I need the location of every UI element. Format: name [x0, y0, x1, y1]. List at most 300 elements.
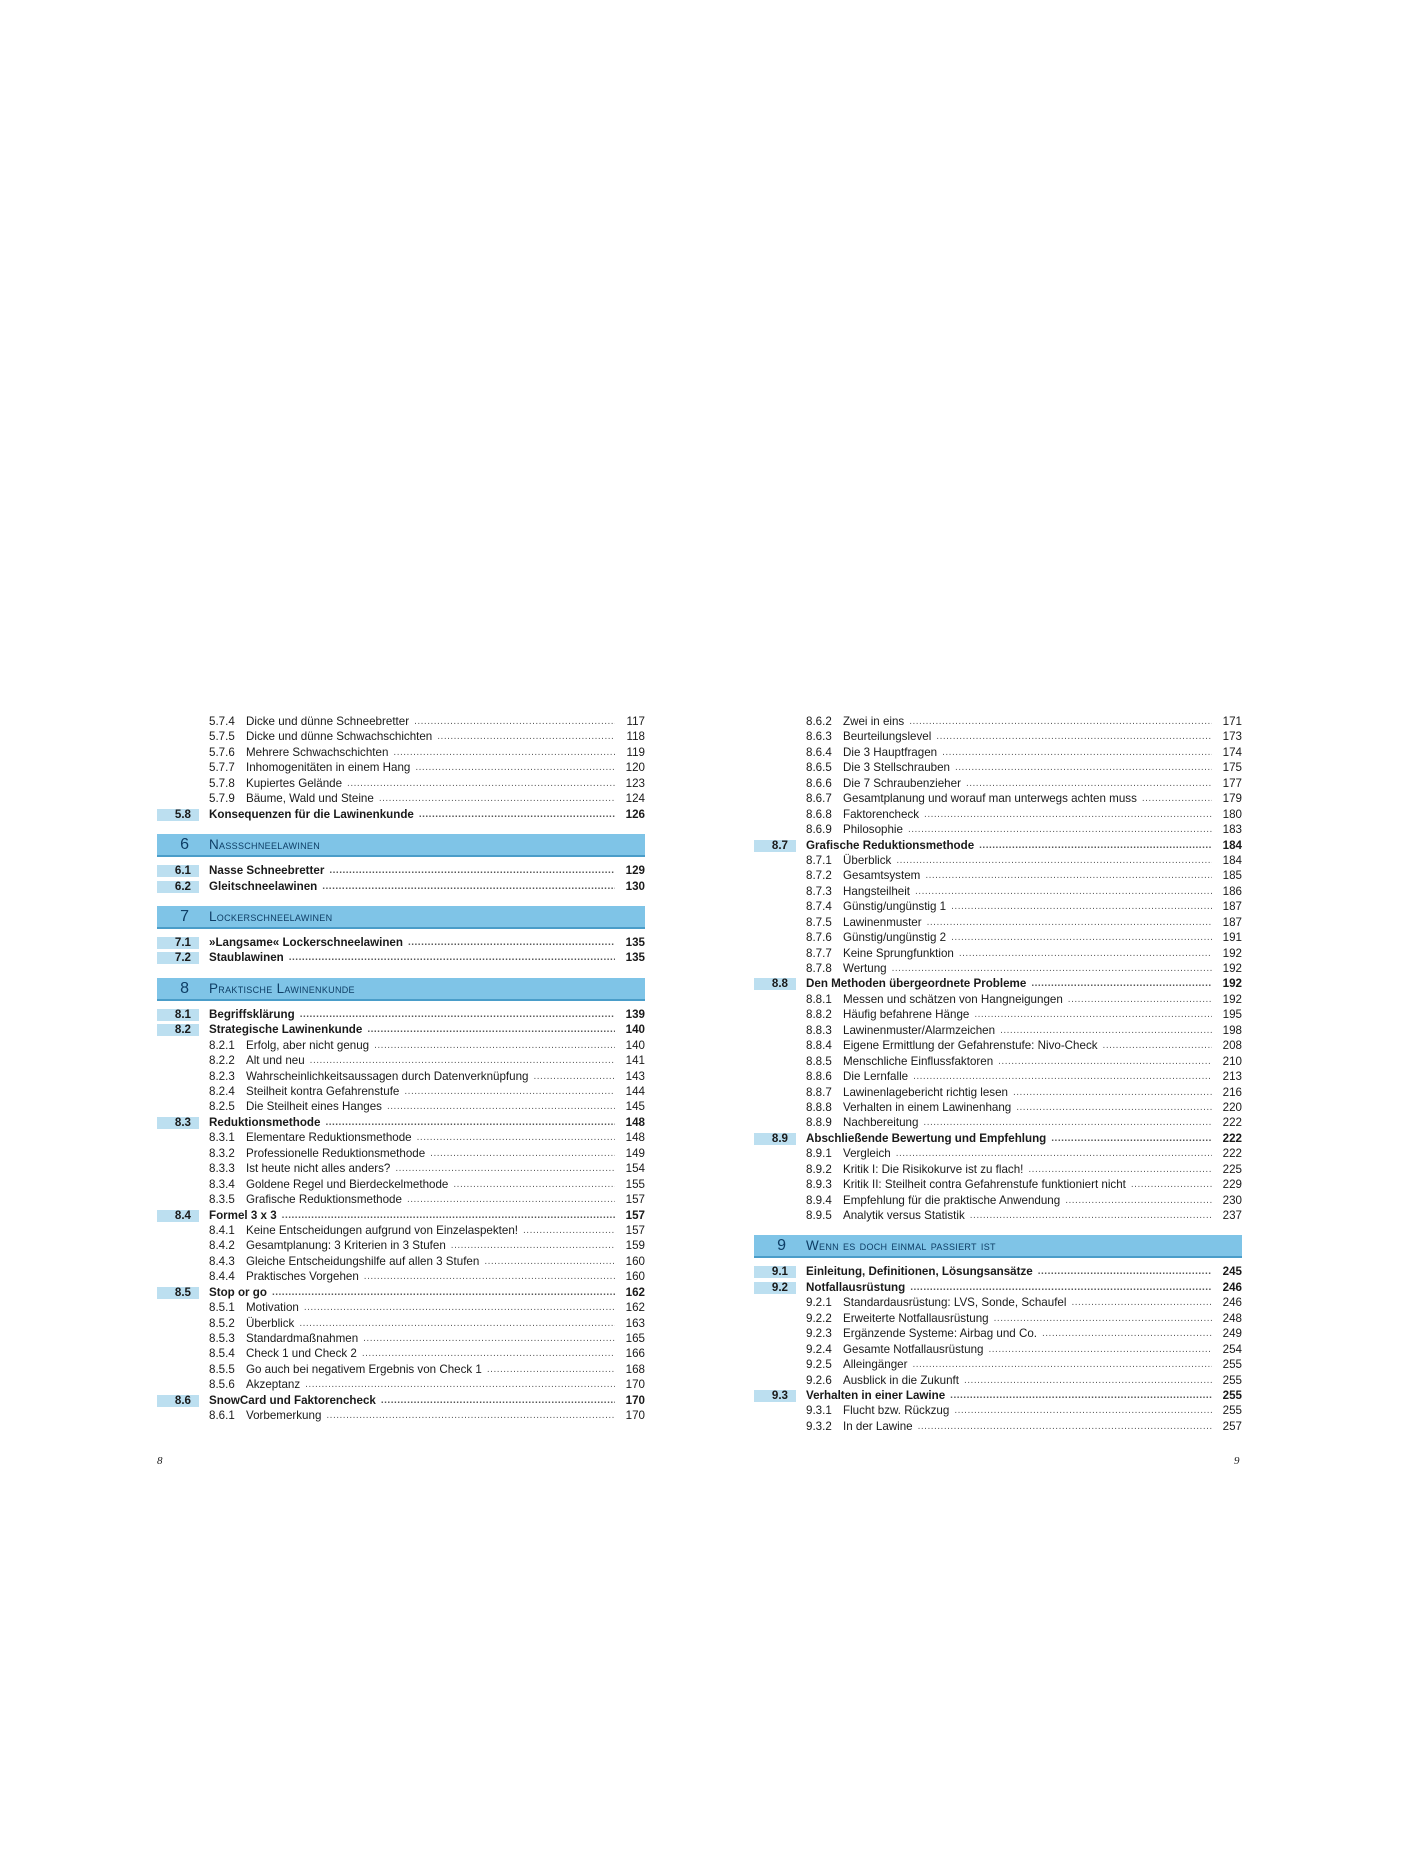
- entry-page-number: 175: [1222, 761, 1242, 775]
- entry-number: 8.3: [157, 1117, 199, 1129]
- entry-title-line: [246, 1084, 615, 1099]
- entry-title-line: [209, 879, 615, 894]
- entry-number: 8.7.8: [806, 962, 832, 975]
- dot-leader: [408, 935, 615, 950]
- entry-number: 8.7.7: [806, 946, 832, 960]
- entry-page-number: 124: [625, 792, 645, 806]
- entry-number: 8.9.2: [806, 1162, 832, 1176]
- entry-title: Gesamte Notfallausrüstung: [843, 1342, 984, 1356]
- entry-number: 8.8.4: [806, 1039, 832, 1053]
- dot-leader: [1000, 1023, 1212, 1038]
- toc-section-entry[interactable]: [754, 1280, 1242, 1295]
- entry-page-number: 170: [625, 1378, 645, 1392]
- toc-subsection-entry[interactable]: [157, 1146, 645, 1161]
- chapter-number: 6: [180, 836, 189, 854]
- toc-section-entry[interactable]: [754, 838, 1242, 853]
- entry-page-number: 192: [1222, 946, 1242, 960]
- entry-number: 8.4.3: [209, 1254, 235, 1268]
- entry-number: 8.6.6: [806, 776, 832, 790]
- entry-page-number: 160: [625, 1270, 645, 1284]
- entry-title-line: [843, 1357, 1212, 1372]
- entry-page-number: 162: [625, 1301, 645, 1315]
- entry-number: 8.4.2: [209, 1239, 235, 1253]
- toc-section-entry[interactable]: [754, 1264, 1242, 1279]
- entry-page-number: 119: [626, 745, 645, 759]
- entry-title: Menschliche Einflussfaktoren: [843, 1054, 994, 1068]
- entry-title: Nachbereitung: [843, 1116, 919, 1130]
- toc-subsection-entry[interactable]: [754, 1295, 1242, 1310]
- toc-subsection-entry[interactable]: [754, 745, 1242, 760]
- toc-subsection-entry[interactable]: [754, 915, 1242, 930]
- toc-subsection-entry[interactable]: [754, 1419, 1242, 1434]
- toc-subsection-entry[interactable]: [754, 1038, 1242, 1053]
- entry-title-line: [843, 1177, 1212, 1192]
- entry-page-number: 157: [625, 1208, 645, 1222]
- toc-subsection-entry[interactable]: [754, 1357, 1242, 1372]
- entry-title-line: [209, 807, 615, 822]
- entry-page-number: 192: [1222, 977, 1242, 991]
- entry-number: 8.7.3: [806, 884, 832, 898]
- toc-subsection-entry[interactable]: [157, 1084, 645, 1099]
- entry-title-line: [843, 807, 1212, 822]
- entry-title-line: [843, 961, 1212, 976]
- dot-leader: [310, 1053, 615, 1068]
- entry-page-number: 120: [625, 761, 645, 775]
- entry-number: 8.2.4: [209, 1085, 235, 1098]
- entry-page-number: 254: [1222, 1342, 1242, 1356]
- dot-leader: [912, 1357, 1212, 1372]
- entry-title: Wahrscheinlichkeitsaussagen durch Datenverknüpfung: [246, 1069, 529, 1083]
- entry-title-line: [246, 1223, 615, 1238]
- entry-page-number: 222: [1222, 1147, 1242, 1161]
- entry-number: 9.2.4: [806, 1342, 832, 1356]
- entry-title: Empfehlung für die praktische Anwendung: [843, 1193, 1061, 1207]
- entry-title: Gleiche Entscheidungshilfe auf allen 3 Stufen: [246, 1254, 480, 1268]
- entry-title-line: [843, 1403, 1212, 1418]
- toc-subsection-entry[interactable]: [157, 1053, 645, 1068]
- entry-number: 6.2: [157, 881, 199, 893]
- chapter-number: 9: [777, 1237, 786, 1255]
- entry-number: 8.6.8: [806, 807, 832, 821]
- entry-number: 8.2.2: [209, 1054, 235, 1068]
- toc-subsection-entry[interactable]: [157, 714, 645, 729]
- entry-page-number: 140: [625, 1023, 645, 1037]
- dot-leader: [1031, 976, 1212, 991]
- toc-section-entry[interactable]: [157, 950, 645, 965]
- toc-subsection-entry[interactable]: [754, 822, 1242, 837]
- toc-subsection-entry[interactable]: [754, 946, 1242, 961]
- dot-leader: [979, 838, 1212, 853]
- entry-title-line: [246, 1130, 615, 1145]
- toc-subsection-entry[interactable]: [754, 930, 1242, 945]
- left-page-toc: [157, 714, 645, 1424]
- entry-title-line: [843, 1419, 1212, 1434]
- entry-title-line: [843, 853, 1212, 868]
- toc-subsection-entry[interactable]: [754, 1342, 1242, 1357]
- toc-section-entry[interactable]: [157, 1022, 645, 1037]
- entry-title-line: [246, 760, 615, 775]
- toc-section-entry[interactable]: [157, 879, 645, 894]
- entry-page-number: 195: [1222, 1008, 1242, 1022]
- chapter-heading[interactable]: [754, 1235, 1242, 1258]
- entry-title: Gesamtsystem: [843, 869, 921, 883]
- entry-page-number: 163: [625, 1316, 645, 1330]
- entry-number: 5.8: [157, 809, 199, 821]
- toc-subsection-entry[interactable]: [754, 1054, 1242, 1069]
- entry-page-number: 157: [625, 1223, 645, 1237]
- entry-page-number: 140: [625, 1038, 645, 1052]
- entry-title-line: [843, 776, 1212, 791]
- dot-leader: [326, 1408, 615, 1423]
- toc-subsection-entry[interactable]: [157, 1069, 645, 1084]
- entry-page-number: 183: [1222, 823, 1242, 837]
- entry-title: Standardausrüstung: LVS, Sonde, Schaufel: [843, 1296, 1067, 1310]
- chapter-heading[interactable]: [157, 834, 645, 857]
- toc-subsection-entry[interactable]: [754, 1115, 1242, 1130]
- toc-subsection-entry[interactable]: [754, 791, 1242, 806]
- toc-subsection-entry[interactable]: [754, 1146, 1242, 1161]
- dot-leader: [924, 807, 1212, 822]
- entry-number: 8.3.4: [209, 1177, 235, 1191]
- toc-subsection-entry[interactable]: [157, 1346, 645, 1361]
- toc-subsection-entry[interactable]: [754, 776, 1242, 791]
- toc-subsection-entry[interactable]: [754, 714, 1242, 729]
- entry-title-line: [209, 935, 615, 950]
- toc-subsection-entry[interactable]: [157, 745, 645, 760]
- entry-title: Dicke und dünne Schneebretter: [246, 715, 410, 728]
- toc-subsection-entry[interactable]: [157, 1377, 645, 1392]
- toc-subsection-entry[interactable]: [157, 1177, 645, 1192]
- entry-title: Notfallausrüstung: [806, 1280, 906, 1294]
- toc-subsection-entry[interactable]: [157, 1408, 645, 1423]
- entry-title: Professionelle Reduktionsmethode: [246, 1146, 426, 1160]
- entry-number: 9.2.3: [806, 1327, 832, 1341]
- dot-leader: [988, 1342, 1212, 1357]
- entry-title: Häufig befahrene Hänge: [843, 1008, 970, 1022]
- entry-page-number: 184: [1222, 853, 1242, 867]
- entry-title-line: [246, 1177, 615, 1192]
- dot-leader: [896, 853, 1212, 868]
- entry-title: Staublawinen: [209, 951, 284, 965]
- toc-subsection-entry[interactable]: [754, 760, 1242, 775]
- toc-subsection-entry[interactable]: [754, 1069, 1242, 1084]
- toc-subsection-entry[interactable]: [754, 868, 1242, 883]
- toc-subsection-entry[interactable]: [754, 729, 1242, 744]
- entry-title: Den Methoden übergeordnete Probleme: [806, 977, 1027, 991]
- entry-page-number: 192: [1222, 992, 1242, 1006]
- toc-section-entry[interactable]: [157, 935, 645, 950]
- entry-page-number: 168: [625, 1362, 645, 1376]
- toc-subsection-entry[interactable]: [754, 899, 1242, 914]
- entry-page-number: 155: [625, 1177, 645, 1191]
- toc-subsection-entry[interactable]: [157, 776, 645, 791]
- toc-subsection-entry[interactable]: [754, 1162, 1242, 1177]
- entry-page-number: 249: [1222, 1327, 1242, 1341]
- entry-page-number: 255: [1222, 1404, 1242, 1418]
- dot-leader: [364, 1269, 615, 1284]
- dot-leader: [910, 1280, 1212, 1295]
- entry-title-line: [246, 1254, 615, 1269]
- entry-title-line: [806, 838, 1212, 853]
- dot-leader: [417, 1130, 615, 1145]
- entry-number: 8.3.5: [209, 1193, 235, 1207]
- entry-title: Überblick: [843, 853, 892, 867]
- entry-title-line: [843, 1115, 1212, 1130]
- entry-page-number: 117: [626, 715, 645, 728]
- toc-subsection-entry[interactable]: [754, 1373, 1242, 1388]
- entry-title: Konsequenzen für die Lawinenkunde: [209, 807, 414, 821]
- dot-leader: [959, 946, 1212, 961]
- entry-number: 8.5.1: [209, 1301, 235, 1315]
- dot-leader: [1103, 1038, 1212, 1053]
- toc-subsection-entry[interactable]: [157, 791, 645, 806]
- toc-subsection-entry[interactable]: [157, 1192, 645, 1207]
- dot-leader: [954, 1403, 1212, 1418]
- toc-subsection-entry[interactable]: [754, 1007, 1242, 1022]
- entry-number: 8.9: [754, 1133, 796, 1145]
- dot-leader: [1068, 992, 1212, 1007]
- entry-page-number: 148: [625, 1115, 645, 1129]
- entry-number: 8.8: [754, 978, 796, 990]
- entry-title-line: [843, 1038, 1212, 1053]
- entry-page-number: 237: [1222, 1209, 1242, 1222]
- toc-subsection-entry[interactable]: [754, 1311, 1242, 1326]
- entry-page-number: 129: [625, 864, 645, 878]
- toc-subsection-entry[interactable]: [754, 1100, 1242, 1115]
- entry-number: 8.9.3: [806, 1178, 832, 1192]
- toc-subsection-entry[interactable]: [754, 1193, 1242, 1208]
- chapter-heading[interactable]: [157, 906, 645, 929]
- entry-number: 8.3.2: [209, 1146, 235, 1160]
- toc-subsection-entry[interactable]: [754, 1023, 1242, 1038]
- toc-subsection-entry[interactable]: [157, 1300, 645, 1315]
- dot-leader: [395, 1161, 615, 1176]
- dot-leader: [484, 1254, 615, 1269]
- entry-number: 5.7.6: [209, 745, 235, 759]
- dot-leader: [379, 791, 615, 806]
- entry-title-line: [843, 992, 1212, 1007]
- entry-number: 9.2.5: [806, 1358, 832, 1372]
- entry-page-number: 185: [1222, 869, 1242, 883]
- toc-subsection-entry[interactable]: [157, 1331, 645, 1346]
- entry-number: 8.9.1: [806, 1147, 832, 1161]
- entry-page-number: 141: [625, 1054, 645, 1068]
- dot-leader: [966, 776, 1212, 791]
- toc-subsection-entry[interactable]: [157, 1038, 645, 1053]
- entry-title: Die 7 Schraubenzieher: [843, 776, 961, 790]
- entry-number: 8.8.9: [806, 1116, 832, 1130]
- entry-title: Grafische Reduktionsmethode: [806, 838, 975, 852]
- entry-title-line: [246, 1069, 615, 1084]
- entry-number: 8.9.5: [806, 1209, 832, 1222]
- entry-title-line: [246, 1099, 615, 1114]
- entry-number: 7.1: [157, 937, 199, 949]
- entry-page-number: 216: [1222, 1085, 1242, 1099]
- toc-subsection-entry[interactable]: [754, 992, 1242, 1007]
- toc-subsection-entry[interactable]: [754, 1208, 1242, 1223]
- toc-section-entry[interactable]: [754, 976, 1242, 991]
- dot-leader: [419, 807, 615, 822]
- entry-title-line: [843, 946, 1212, 961]
- dot-leader: [1142, 791, 1212, 806]
- entry-title: Analytik versus Statistik: [843, 1209, 965, 1222]
- entry-title-line: [843, 714, 1212, 729]
- entry-title-line: [246, 1269, 615, 1284]
- toc-subsection-entry[interactable]: [157, 1316, 645, 1331]
- entry-number: 9.3.1: [806, 1404, 832, 1418]
- entry-title-line: [209, 1393, 615, 1408]
- entry-number: 5.7.7: [209, 761, 235, 775]
- toc-subsection-entry[interactable]: [157, 1269, 645, 1284]
- entry-page-number: 248: [1222, 1311, 1242, 1325]
- entry-page-number: 184: [1222, 838, 1242, 852]
- toc-subsection-entry[interactable]: [754, 1326, 1242, 1341]
- entry-title: Grafische Reduktionsmethode: [246, 1193, 402, 1207]
- toc-subsection-entry[interactable]: [754, 961, 1242, 976]
- toc-subsection-entry[interactable]: [157, 1161, 645, 1176]
- dot-leader: [300, 1007, 615, 1022]
- entry-title-line: [843, 884, 1212, 899]
- entry-title-line: [843, 760, 1212, 775]
- entry-title: Bäume, Wald und Steine: [246, 792, 374, 806]
- toc-subsection-entry[interactable]: [157, 1254, 645, 1269]
- entry-title-line: [843, 1326, 1212, 1341]
- entry-title-line: [209, 1285, 615, 1300]
- toc-subsection-entry[interactable]: [157, 1238, 645, 1253]
- entry-page-number: 229: [1222, 1178, 1242, 1192]
- entry-page-number: 210: [1222, 1054, 1242, 1068]
- entry-title: Strategische Lawinenkunde: [209, 1023, 363, 1037]
- dot-leader: [523, 1223, 615, 1238]
- entry-number: 7.2: [157, 952, 199, 964]
- entry-number: 5.7.9: [209, 792, 235, 806]
- chapter-number: 8: [180, 979, 189, 997]
- chapter-heading[interactable]: [157, 978, 645, 1001]
- toc-subsection-entry[interactable]: [754, 1085, 1242, 1100]
- entry-number: 8.8.5: [806, 1054, 832, 1068]
- entry-number: 9.2.6: [806, 1373, 832, 1387]
- dot-leader: [913, 1069, 1212, 1084]
- entry-page-number: 187: [1222, 915, 1242, 929]
- entry-title: Elementare Reduktionsmethode: [246, 1131, 412, 1145]
- dot-leader: [915, 884, 1212, 899]
- toc-subsection-entry[interactable]: [754, 1177, 1242, 1192]
- entry-page-number: 173: [1222, 730, 1242, 744]
- entry-number: 8.5.2: [209, 1316, 235, 1330]
- entry-number: 8.7.1: [806, 853, 832, 867]
- right-page-toc: [754, 714, 1242, 1434]
- dot-leader: [1013, 1085, 1212, 1100]
- entry-number: 9.3.2: [806, 1419, 832, 1433]
- toc-section-entry[interactable]: [157, 1007, 645, 1022]
- toc-subsection-entry[interactable]: [157, 729, 645, 744]
- entry-page-number: 135: [625, 935, 645, 949]
- dot-leader: [393, 745, 615, 760]
- entry-title-line: [843, 1373, 1212, 1388]
- page-number-left: 8: [157, 1455, 163, 1467]
- entry-page-number: 222: [1222, 1116, 1242, 1130]
- toc-subsection-entry[interactable]: [157, 1099, 645, 1114]
- dot-leader: [289, 950, 615, 965]
- dot-leader: [329, 863, 615, 878]
- entry-number: 8.4.1: [209, 1223, 235, 1237]
- entry-title-line: [246, 1331, 615, 1346]
- entry-title: Gesamtplanung und worauf man unterwegs achten muss: [843, 792, 1137, 806]
- entry-number: 8.6.7: [806, 792, 832, 806]
- entry-number: 8.8.2: [806, 1008, 832, 1022]
- entry-title-line: [246, 776, 615, 791]
- toc-section-entry[interactable]: [754, 1388, 1242, 1403]
- entry-page-number: 157: [625, 1193, 645, 1207]
- entry-number: 8.8.7: [806, 1085, 832, 1099]
- entry-title: Motivation: [246, 1301, 299, 1315]
- entry-page-number: 171: [1222, 715, 1242, 728]
- toc-subsection-entry[interactable]: [157, 1130, 645, 1145]
- toc-section-entry[interactable]: [157, 1285, 645, 1300]
- dot-leader: [892, 961, 1212, 976]
- dot-leader: [909, 714, 1212, 729]
- toc-subsection-entry[interactable]: [754, 853, 1242, 868]
- dot-leader: [923, 1115, 1212, 1130]
- entry-title-line: [843, 1162, 1212, 1177]
- entry-number: 8.6.3: [806, 730, 832, 744]
- entry-title: Gesamtplanung: 3 Kriterien in 3 Stufen: [246, 1239, 446, 1253]
- entry-title-line: [246, 1192, 615, 1207]
- entry-number: 8.3.1: [209, 1131, 235, 1145]
- toc-section-entry[interactable]: [157, 863, 645, 878]
- dot-leader: [936, 729, 1212, 744]
- toc-section-entry[interactable]: [157, 1208, 645, 1223]
- entry-number: 6.1: [157, 865, 199, 877]
- entry-title-line: [209, 1022, 615, 1037]
- entry-number: 8.6.1: [209, 1409, 235, 1423]
- entry-number: 8.8.6: [806, 1070, 832, 1084]
- entry-page-number: 130: [625, 879, 645, 893]
- entry-title: Steilheit kontra Gefahrenstufe: [246, 1085, 400, 1098]
- entry-page-number: 118: [626, 730, 645, 744]
- dot-leader: [299, 1316, 615, 1331]
- entry-page-number: 126: [625, 807, 645, 821]
- dot-leader: [430, 1146, 615, 1161]
- dot-leader: [927, 915, 1212, 930]
- entry-title-line: [843, 1007, 1212, 1022]
- toc-section-entry[interactable]: [157, 807, 645, 822]
- entry-title-line: [806, 1264, 1212, 1279]
- entry-title-line: [806, 1388, 1212, 1403]
- entry-number: 9.1: [754, 1266, 796, 1278]
- toc-section-entry[interactable]: [754, 1131, 1242, 1146]
- toc-subsection-entry[interactable]: [754, 884, 1242, 899]
- dot-leader: [908, 822, 1212, 837]
- entry-title-line: [843, 791, 1212, 806]
- entry-title-line: [806, 1280, 1212, 1295]
- dot-leader: [950, 1388, 1212, 1403]
- entry-title: Verhalten in einer Lawine: [806, 1388, 946, 1402]
- dot-leader: [534, 1069, 616, 1084]
- entry-page-number: 255: [1222, 1358, 1242, 1372]
- toc-subsection-entry[interactable]: [157, 1223, 645, 1238]
- entry-number: 9.2: [754, 1282, 796, 1294]
- entry-title: »Langsame« Lockerschneelawinen: [209, 935, 403, 949]
- toc-section-entry[interactable]: [157, 1115, 645, 1130]
- toc-subsection-entry[interactable]: [754, 1403, 1242, 1418]
- toc-subsection-entry[interactable]: [754, 807, 1242, 822]
- toc-section-entry[interactable]: [157, 1393, 645, 1408]
- dot-leader: [1051, 1131, 1212, 1146]
- entry-page-number: 154: [625, 1162, 645, 1176]
- toc-subsection-entry[interactable]: [157, 760, 645, 775]
- toc-subsection-entry[interactable]: [157, 1362, 645, 1377]
